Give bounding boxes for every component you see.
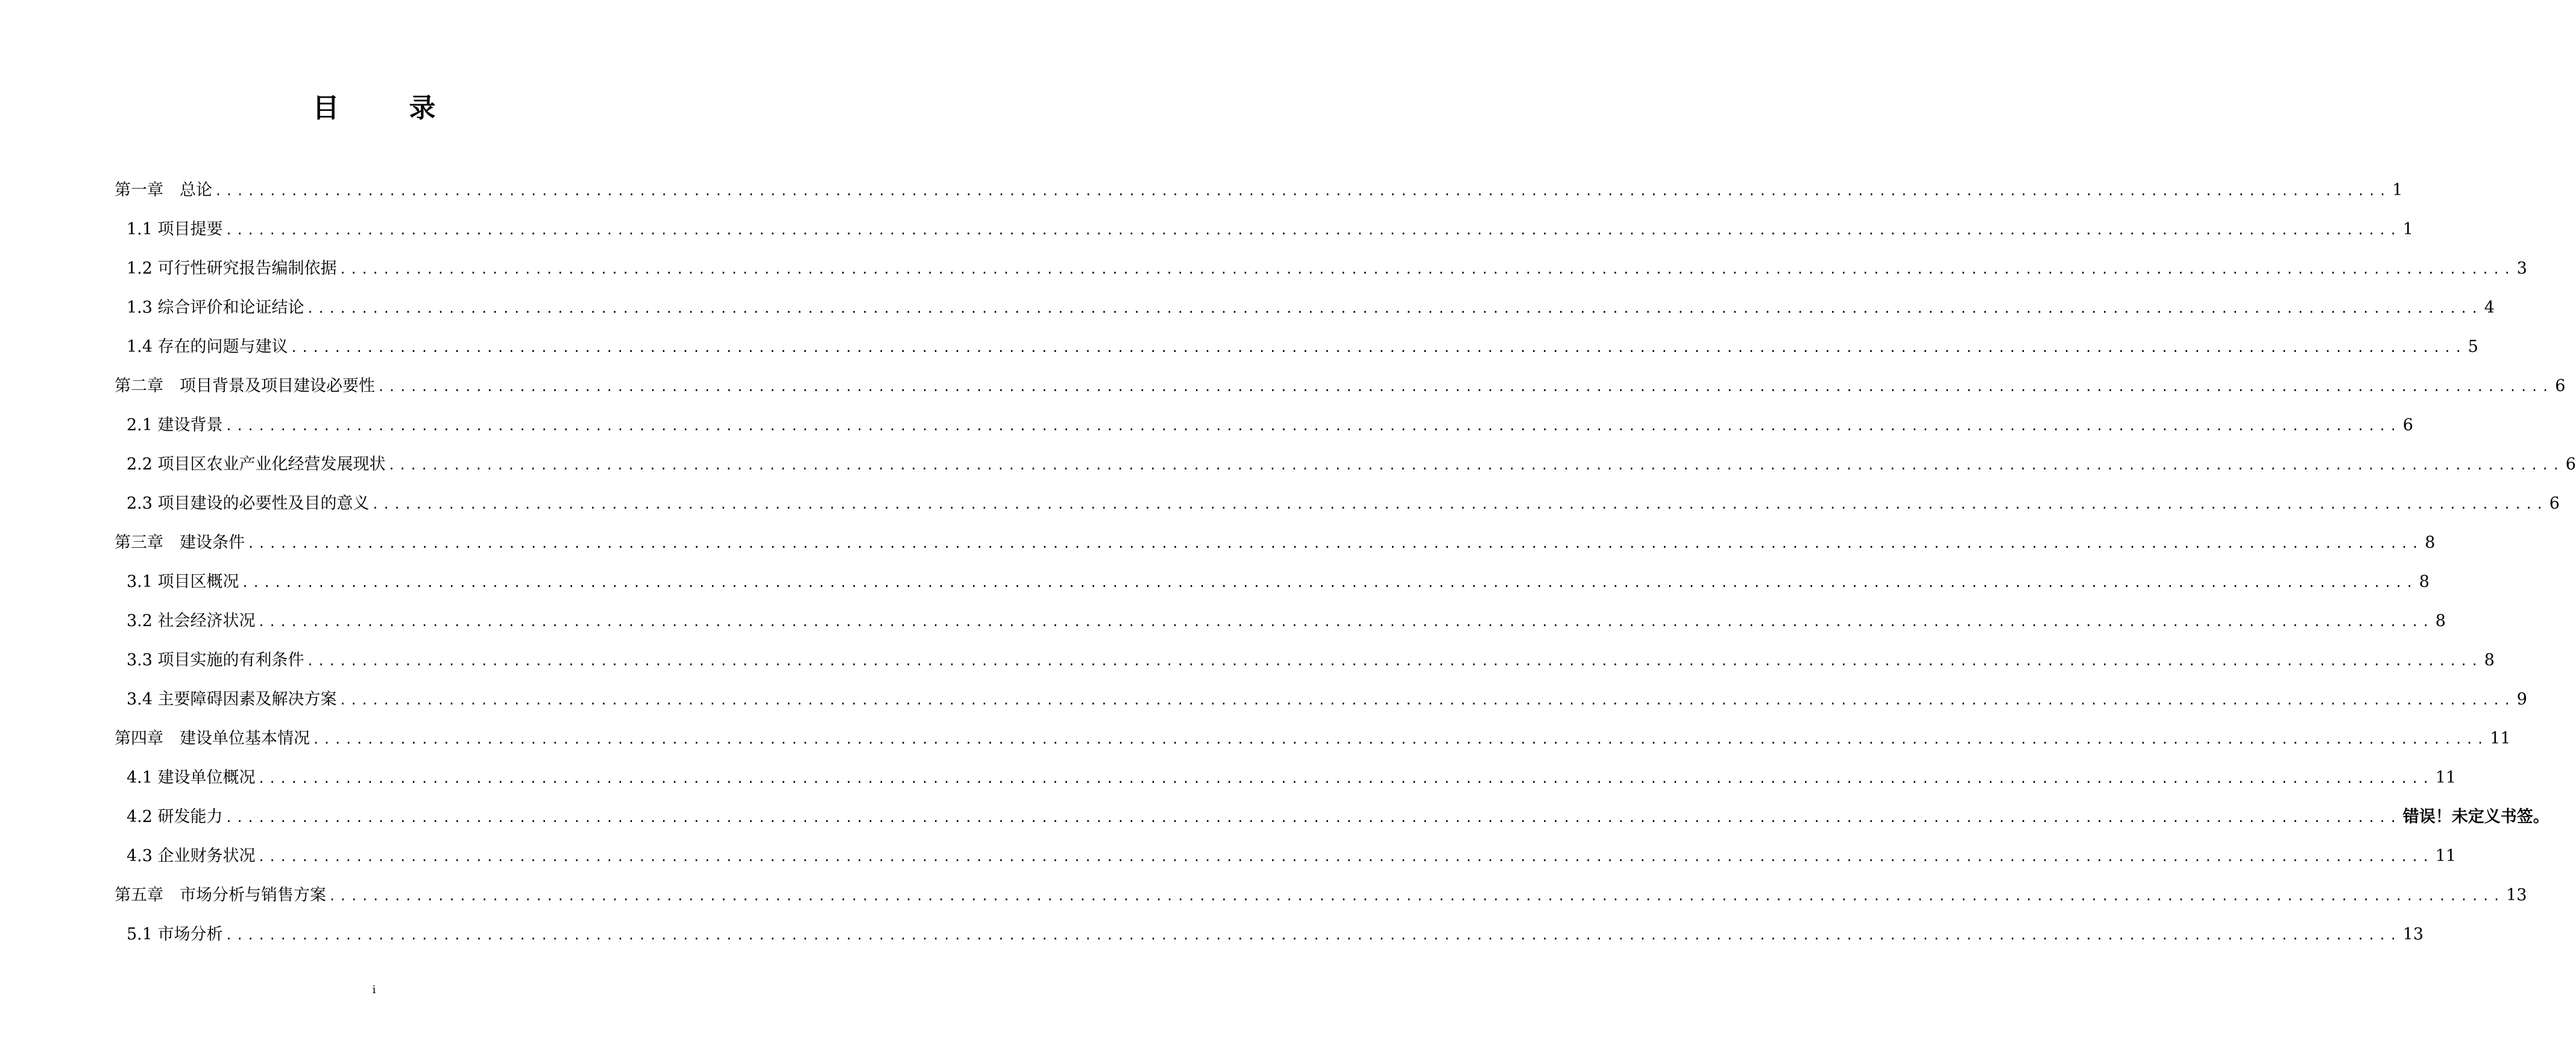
toc-leader-dots: ........................................................................................................................................................................................................ [377,380,2553,394]
toc-page-number: 11 [2490,729,2511,748]
toc-page-number: 8 [2484,651,2495,670]
toc-page-number: 1 [2402,220,2413,239]
toc-leader-dots: ........................................................................................................................................................................................................ [257,850,2433,864]
toc-section-entry[interactable] [115,210,2413,249]
toc-page-number: 6 [2402,416,2413,434]
toc-page-number: 4 [2484,298,2495,317]
toc-page-number: 5 [2467,337,2478,356]
toc-page-number: 8 [2419,572,2430,591]
toc-entry-title: 3.2 社会经济状况 [127,612,256,630]
toc-page-number: 11 [2435,768,2457,787]
toc-entry-title: 4.1 建设单位概况 [127,768,256,787]
toc-entry-title: 2.1 建设背景 [127,416,223,434]
toc-section-entry[interactable] [115,797,2549,836]
toc-section-entry[interactable] [115,288,2495,327]
toc-section-entry[interactable] [115,836,2457,876]
toc-page-number: 6 [2555,377,2566,395]
toc-chapter-entry[interactable] [115,366,2566,406]
toc-leader-dots: ........................................................................................................................................................................................................ [339,693,2515,707]
toc-entry-title: 3.3 项目实施的有利条件 [127,651,304,670]
toc-leader-dots: ........................................................................................................................................................................................................ [225,223,2401,237]
toc-page-number: 9 [2516,690,2527,709]
toc-section-entry[interactable] [115,484,2560,523]
toc-leader-dots: ........................................................................................................................................................................................................ [312,732,2488,747]
toc-page-number: 6 [2565,455,2576,474]
toc-section-entry[interactable] [115,641,2495,680]
toc-leader-dots: ........................................................................................................................................................................................................ [247,536,2423,551]
toc-section-entry[interactable] [115,406,2413,445]
toc-leader-dots: ........................................................................................................................................................................................................ [290,340,2466,355]
toc-leader-dots: ........................................................................................................................................................................................................ [388,458,2563,472]
toc-entry-title: 4.2 研发能力 [127,808,223,826]
table-of-contents [115,171,2576,954]
toc-leader-dots: ........................................................................................................................................................................................................ [306,301,2482,316]
toc-page-number: 8 [2435,612,2446,630]
toc-leader-dots: ........................................................................................................................................................................................................ [241,576,2417,590]
toc-section-entry[interactable] [115,445,2576,484]
toc-section-entry[interactable] [115,327,2478,366]
toc-page-number: 3 [2516,259,2527,278]
toc-leader-dots: ........................................................................................................................................................................................................ [371,497,2547,512]
toc-section-entry[interactable] [115,562,2430,601]
toc-section-entry[interactable] [115,758,2457,797]
toc-entry-title: 1.2 可行性研究报告编制依据 [127,259,337,278]
toc-entry-title: 2.2 项目区农业产业化经营发展现状 [127,455,386,474]
toc-leader-dots: ........................................................................................................................................................................................................ [257,771,2433,786]
toc-leader-dots: ........................................................................................................................................................................................................ [329,889,2504,903]
toc-page-number: 13 [2506,886,2527,905]
toc-entry-title: 3.4 主要障碍因素及解决方案 [127,690,337,709]
toc-leader-dots: ........................................................................................................................................................................................................ [257,615,2433,629]
toc-page-number: 8 [2425,533,2436,552]
toc-section-entry[interactable] [115,249,2527,288]
toc-chapter-entry[interactable] [115,719,2511,758]
toc-page-number: 6 [2549,494,2560,513]
toc-chapter-entry[interactable] [115,876,2527,915]
toc-chapter-entry[interactable] [115,171,2403,210]
toc-page-number: 11 [2435,847,2457,865]
toc-entry-title: 1.1 项目提要 [127,220,223,239]
toc-entry-title: 4.3 企业财务状况 [127,847,256,865]
toc-page-number: 1 [2392,181,2403,199]
toc-entry-title: 第二章 项目背景及项目建设必要性 [115,377,375,395]
toc-chapter-entry[interactable] [115,523,2436,562]
page-number: i [372,983,376,996]
toc-leader-dots: ........................................................................................................................................................................................................ [306,654,2482,668]
toc-error-message: 错误！未定义书签。 [2402,808,2549,826]
toc-leader-dots: ........................................................................................................................................................................................................ [339,262,2515,277]
toc-entry-title: 2.3 项目建设的必要性及目的意义 [127,494,370,513]
toc-section-entry[interactable] [115,915,2424,954]
toc-leader-dots: ........................................................................................................................................................................................................ [225,811,2401,825]
toc-page-number: 13 [2402,925,2424,944]
toc-leader-dots: ........................................................................................................................................................................................................ [215,184,2390,198]
toc-section-entry[interactable] [115,680,2527,719]
toc-entry-title: 第一章 总论 [115,181,212,199]
toc-entry-title: 3.1 项目区概况 [127,572,239,591]
toc-entry-title: 1.3 综合评价和论证结论 [127,298,304,317]
toc-entry-title: 第四章 建设单位基本情况 [115,729,310,748]
toc-entry-title: 1.4 存在的问题与建议 [127,337,288,356]
page-title: 目 录 [312,93,458,124]
toc-leader-dots: ........................................................................................................................................................................................................ [225,419,2401,433]
toc-leader-dots: ........................................................................................................................................................................................................ [225,928,2401,943]
toc-entry-title: 第五章 市场分析与销售方案 [115,886,326,905]
toc-entry-title: 第三章 建设条件 [115,533,245,552]
toc-section-entry[interactable] [115,601,2446,641]
toc-entry-title: 5.1 市场分析 [127,925,223,944]
